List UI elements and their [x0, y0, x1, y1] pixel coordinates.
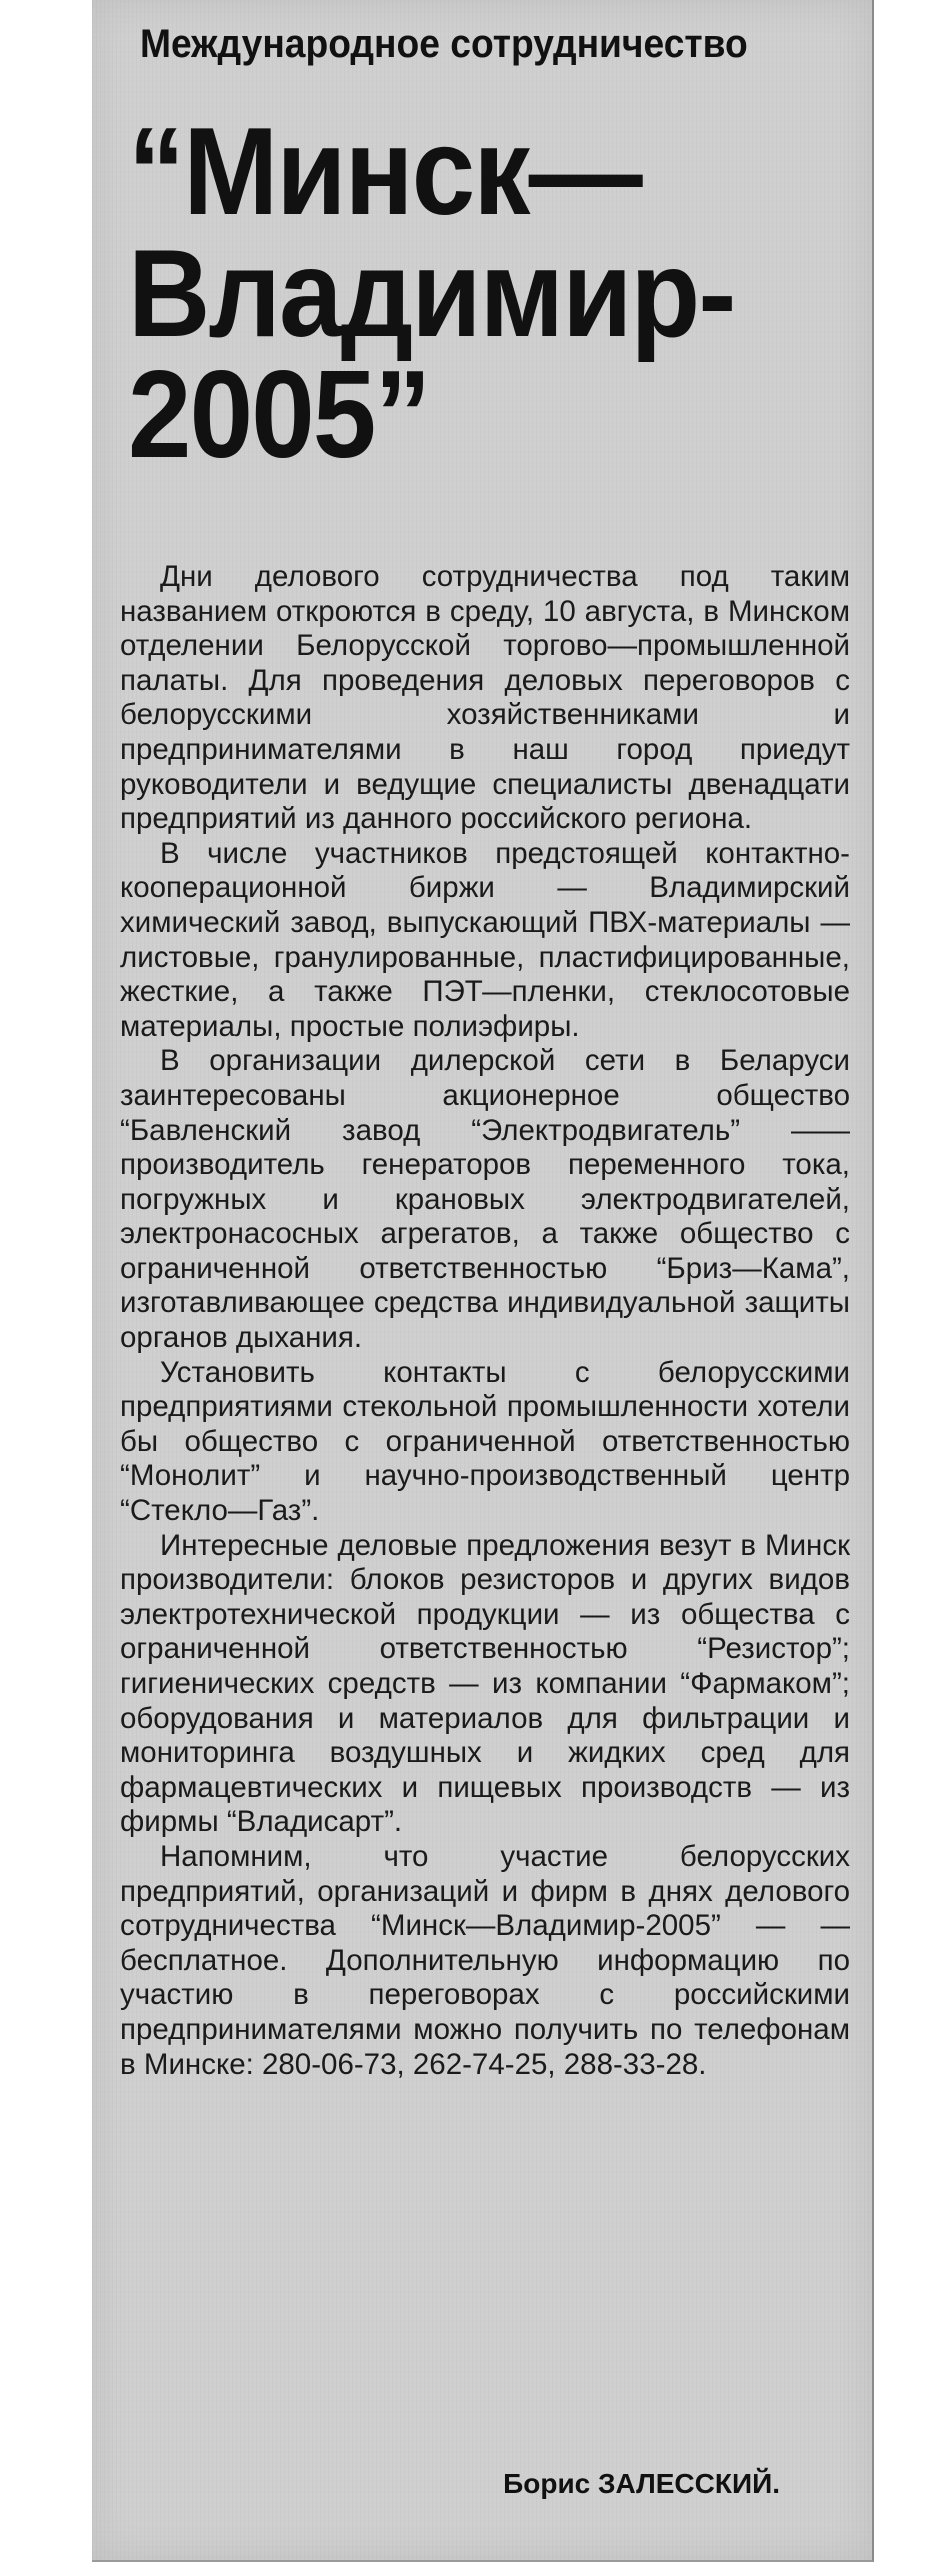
article-headline [128, 103, 827, 485]
article-paragraph: Установить контакты с белорусскими предприятиями стекольной промышленности хотели бы общество с ограниченной ответственностью “Монолит” и научно-производственный центр “Стекло—Газ”. [120, 1355, 850, 1528]
rubric-heading: Международное сотрудничество [140, 22, 748, 66]
article-paragraph: Интересные деловые предложения везут в Минск производители: блоков резисторов и других видов электротехнической продукции — из общества с ограниченной ответственностью “Резистор”; гигиенических средств — из компании “Фармаком”; оборудования и материалов для фильтрации и мониторинга воздушных и жидких сред для фармацевтических и пищевых производств — из фирмы “Владисарт”. [120, 1528, 850, 1839]
article-paragraph: В организации дилерской сети в Беларуси заинтересованы акционерное общество “Бавленский завод “Электродвигатель” —— производитель генераторов переменного тока, погружных и крановых электродвигателей, электронасосных агрегатов, а также общество с ограниченной ответственностью “Бриз—Кама”, изготавливающее средства индивидуальной защиты органов дыхания. [120, 1044, 850, 1355]
author-signature: Борис ЗАЛЕССКИЙ. [503, 2468, 780, 2499]
headline-line: 2005” [128, 346, 430, 485]
article-paragraph: Напомним, что участие белорусских предприятий, организаций и фирм в днях делового сотрудничества “Минск—Владимир-2005” — — бесплатное. Дополнительную информацию по участию в переговорах с российскими предпринимателями можно получить по телефонам в Минске: 280-06-73, 262-74-25, 288-33-28. [120, 1839, 850, 2081]
headline-line: “Минск— [128, 103, 641, 241]
newspaper-clipping [92, 0, 874, 2562]
headline-line: Владимир- [128, 224, 735, 363]
article-paragraph: Дни делового сотрудничества под таким названием откроются в среду, 10 августа, в Минском отделении Белорусской торгово—промышленной палаты. Для проведения деловых переговоров с белорусскими хозяйственниками и предпринимателями в наш город приедут руководители и ведущие специалисты двенадцати предприятий из данного российского региона. [120, 560, 850, 836]
article-paragraph: В числе участников предстоящей контактно-кооперационной биржи — Владимирский химический завод, выпускающий ПВХ-материалы — листовые, гранулированные, пластифицированные, жесткие, а также ПЭТ—пленки, стеклосотовые материалы, простые полиэфиры. [120, 836, 850, 1043]
article-body [120, 560, 850, 2082]
